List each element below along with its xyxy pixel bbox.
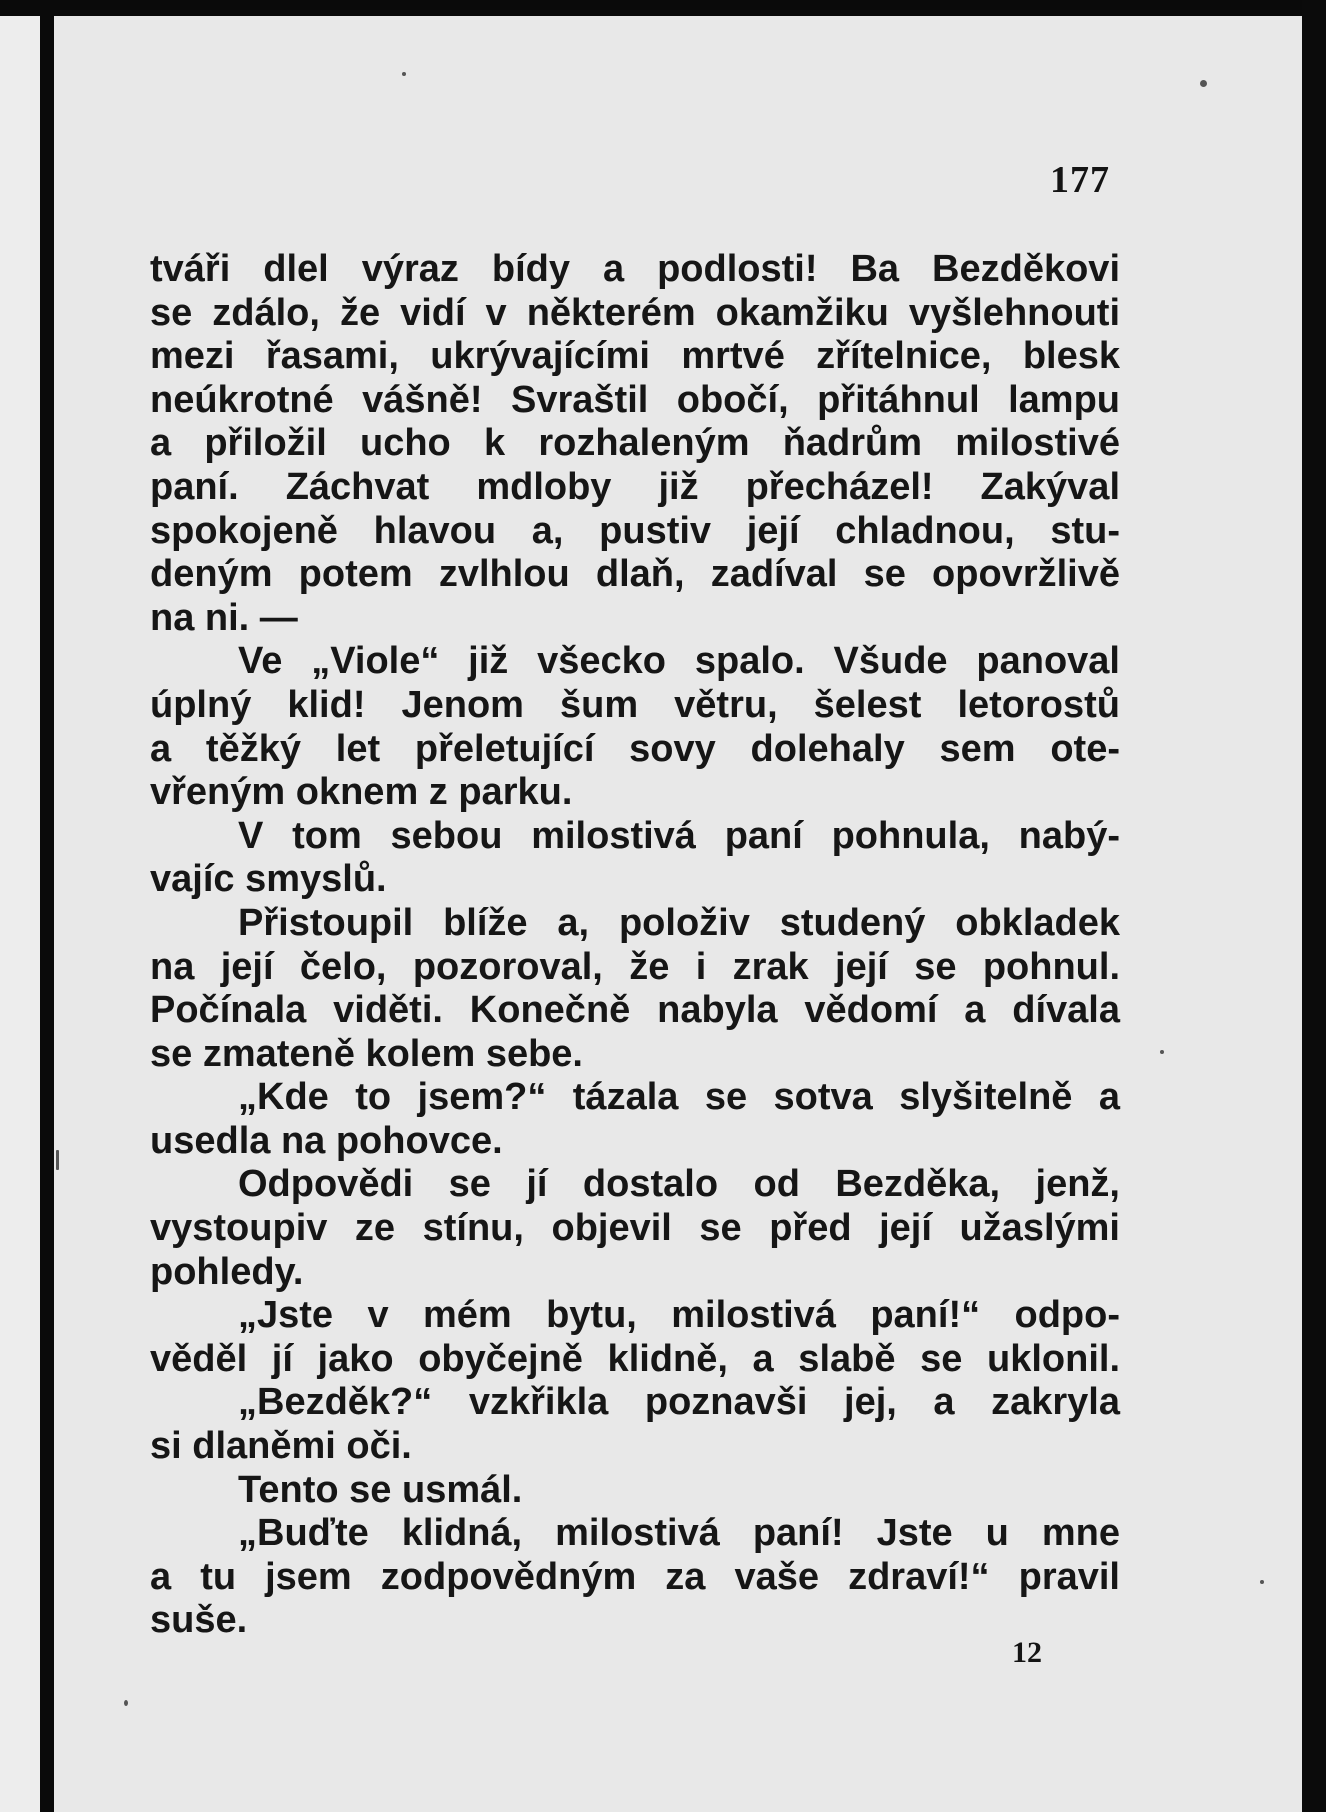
text-line: vřeným oknem z parku. (150, 771, 573, 814)
scan-binding-shadow (40, 16, 54, 1812)
text-line: neúkrotné vášně! Svraštil obočí, přitáhnul lampu (150, 378, 1120, 421)
text-line: Přistoupil blíže a, položiv studený obkladek (238, 901, 1120, 944)
text-line: vystoupiv ze stínu, objevil se před její užaslými (150, 1207, 1120, 1250)
scan-right-edge (1302, 0, 1326, 1812)
body-text (150, 248, 1120, 1643)
text-line: spokojeně hlavou a, pustiv její chladnou, stu- (150, 509, 1120, 552)
text-line: vajíc smyslů. (150, 858, 387, 901)
scan-speck (1200, 80, 1207, 87)
text-line: se zmateně kolem sebe. (150, 1032, 583, 1075)
text-line: „Jste v mém bytu, milostivá paní!“ odpo- (238, 1294, 1120, 1337)
text-line: úplný klid! Jenom šum větru, šelest letorostů (150, 683, 1120, 726)
text-line: věděl jí jako obyčejně klidně, a slabě se uklonil. (150, 1337, 1120, 1380)
text-line: V tom sebou milostivá paní pohnula, nabý- (238, 814, 1120, 857)
text-line: Počínala viděti. Konečně nabyla vědomí a dívala (150, 989, 1120, 1032)
text-line: se zdálo, že vidí v některém okamžiku vyšlehnouti (150, 291, 1120, 334)
scan-top-edge (0, 0, 1326, 16)
text-line: paní. Záchvat mdloby již přecházel! Zakýval (150, 465, 1120, 508)
text-line: tváři dlel výraz bídy a podlosti! Ba Bezděkovi (150, 248, 1120, 290)
text-line: mezi řasami, ukrývajícími mrtvé zřítelnice, blesk (150, 335, 1120, 378)
text-line: Tento se usmál. (238, 1468, 523, 1511)
text-line: Ve „Viole“ již všecko spalo. Všude panoval (238, 640, 1120, 683)
signature-mark: 12 (1012, 1636, 1042, 1669)
text-line: Odpovědi se jí dostalo od Bezděka, jenž, (238, 1163, 1120, 1206)
page-number: 177 (1050, 159, 1110, 201)
text-line: a tu jsem zodpovědným za vaše zdraví!“ pravil (150, 1555, 1120, 1598)
scan-speck (56, 1150, 59, 1170)
scan-speck (1160, 1050, 1164, 1054)
scan-speck (1260, 1580, 1264, 1584)
scan-speck (124, 1700, 128, 1706)
text-line: a těžký let přeletující sovy dolehaly sem ote- (150, 727, 1120, 770)
text-line: a přiložil ucho k rozhaleným ňadrům milostivé (150, 422, 1120, 465)
scan-left-margin (0, 16, 40, 1812)
text-line: usedla na pohovce. (150, 1119, 503, 1162)
text-line: „Kde to jsem?“ tázala se sotva slyšitelně a (238, 1076, 1120, 1119)
text-line: deným potem zvlhlou dlaň, zadíval se opovržlivě (150, 553, 1120, 596)
scan-speck (402, 72, 406, 76)
text-line: „Buďte klidná, milostivá paní! Jste u mne (238, 1512, 1120, 1555)
text-line: suše. (150, 1599, 248, 1642)
text-line: „Bezděk?“ vzkřikla poznavši jej, a zakryla (238, 1381, 1120, 1424)
text-line: na ni. — (150, 596, 298, 639)
text-line: pohledy. (150, 1250, 304, 1293)
text-line: si dlaněmi oči. (150, 1425, 412, 1468)
text-line: na její čelo, pozoroval, že i zrak její se pohnul. (150, 945, 1120, 988)
